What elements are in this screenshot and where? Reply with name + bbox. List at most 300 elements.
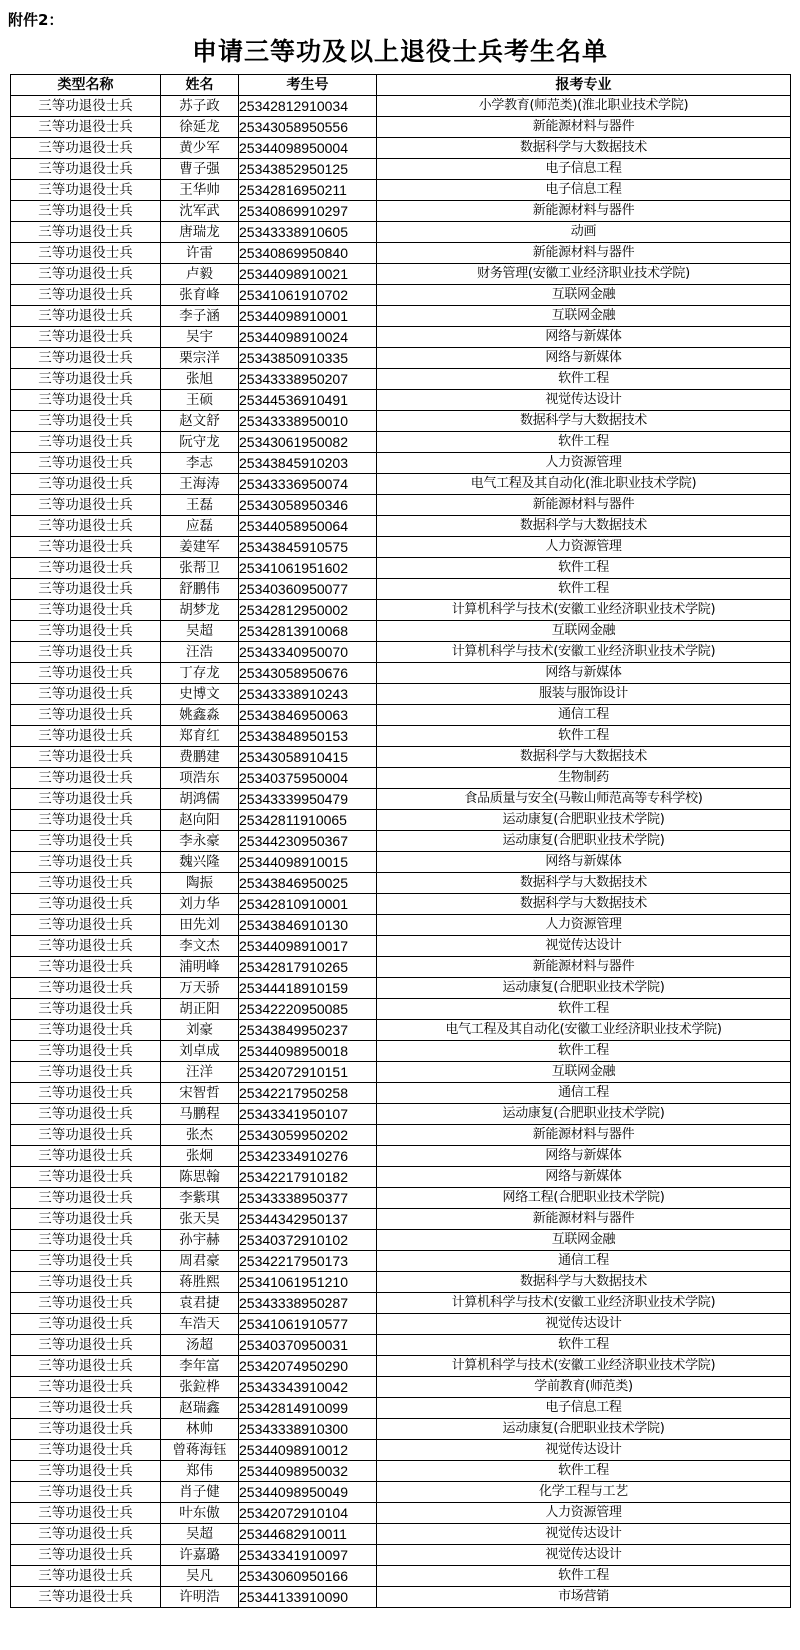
cell-name: 吴超 bbox=[161, 1524, 239, 1545]
cell-type: 三等功退役士兵 bbox=[11, 1041, 161, 1062]
cell-name: 费鹏建 bbox=[161, 747, 239, 768]
cell-name: 项浩东 bbox=[161, 768, 239, 789]
cell-name: 应磊 bbox=[161, 516, 239, 537]
cell-type: 三等功退役士兵 bbox=[11, 96, 161, 117]
cell-name: 刘豪 bbox=[161, 1020, 239, 1041]
cell-major: 互联网金融 bbox=[377, 621, 791, 642]
cell-major: 视觉传达设计 bbox=[377, 390, 791, 411]
table-row bbox=[11, 684, 791, 705]
cell-exam-id: 25343340950070 bbox=[239, 642, 377, 663]
cell-exam-id: 25343058950556 bbox=[239, 117, 377, 138]
cell-major: 运动康复(合肥职业技术学院) bbox=[377, 1419, 791, 1440]
cell-exam-id: 25344098910024 bbox=[239, 327, 377, 348]
cell-major: 软件工程 bbox=[377, 558, 791, 579]
cell-exam-id: 25341061910577 bbox=[239, 1314, 377, 1335]
cell-name: 张鉝桦 bbox=[161, 1377, 239, 1398]
cell-exam-id: 25343338950010 bbox=[239, 411, 377, 432]
cell-type: 三等功退役士兵 bbox=[11, 999, 161, 1020]
cell-name: 吴凡 bbox=[161, 1566, 239, 1587]
cell-major: 新能源材料与器件 bbox=[377, 1125, 791, 1146]
cell-type: 三等功退役士兵 bbox=[11, 1188, 161, 1209]
table-row bbox=[11, 264, 791, 285]
cell-major: 人力资源管理 bbox=[377, 537, 791, 558]
cell-exam-id: 25340869910297 bbox=[239, 201, 377, 222]
cell-major: 财务管理(安徽工业经济职业技术学院) bbox=[377, 264, 791, 285]
cell-exam-id: 25342811910065 bbox=[239, 810, 377, 831]
cell-major: 数据科学与大数据技术 bbox=[377, 411, 791, 432]
cell-exam-id: 25343336950074 bbox=[239, 474, 377, 495]
cell-exam-id: 25344098950004 bbox=[239, 138, 377, 159]
cell-major: 数据科学与大数据技术 bbox=[377, 894, 791, 915]
header-exam-id: 考生号 bbox=[239, 75, 377, 96]
cell-type: 三等功退役士兵 bbox=[11, 1272, 161, 1293]
cell-type: 三等功退役士兵 bbox=[11, 1146, 161, 1167]
cell-exam-id: 25342334910276 bbox=[239, 1146, 377, 1167]
cell-name: 胡正阳 bbox=[161, 999, 239, 1020]
cell-name: 姜建军 bbox=[161, 537, 239, 558]
cell-type: 三等功退役士兵 bbox=[11, 1335, 161, 1356]
cell-name: 张育峰 bbox=[161, 285, 239, 306]
table-row bbox=[11, 1566, 791, 1587]
cell-name: 孙宇赫 bbox=[161, 1230, 239, 1251]
table-row bbox=[11, 348, 791, 369]
table-row bbox=[11, 1503, 791, 1524]
table-row bbox=[11, 642, 791, 663]
cell-exam-id: 25343850910335 bbox=[239, 348, 377, 369]
cell-type: 三等功退役士兵 bbox=[11, 348, 161, 369]
cell-name: 卢毅 bbox=[161, 264, 239, 285]
table-row bbox=[11, 873, 791, 894]
cell-major: 电子信息工程 bbox=[377, 180, 791, 201]
cell-type: 三等功退役士兵 bbox=[11, 1251, 161, 1272]
cell-exam-id: 25343846950025 bbox=[239, 873, 377, 894]
cell-type: 三等功退役士兵 bbox=[11, 852, 161, 873]
cell-exam-id: 25343341950107 bbox=[239, 1104, 377, 1125]
cell-type: 三等功退役士兵 bbox=[11, 264, 161, 285]
cell-type: 三等功退役士兵 bbox=[11, 747, 161, 768]
cell-name: 李永豪 bbox=[161, 831, 239, 852]
table-row bbox=[11, 1230, 791, 1251]
cell-name: 赵向阳 bbox=[161, 810, 239, 831]
cell-type: 三等功退役士兵 bbox=[11, 768, 161, 789]
cell-exam-id: 25344058950064 bbox=[239, 516, 377, 537]
cell-name: 王硕 bbox=[161, 390, 239, 411]
table-row bbox=[11, 432, 791, 453]
cell-name: 许嘉璐 bbox=[161, 1545, 239, 1566]
cell-name: 郑伟 bbox=[161, 1461, 239, 1482]
cell-type: 三等功退役士兵 bbox=[11, 285, 161, 306]
cell-major: 网络与新媒体 bbox=[377, 1167, 791, 1188]
cell-exam-id: 25342220950085 bbox=[239, 999, 377, 1020]
cell-exam-id: 25344536910491 bbox=[239, 390, 377, 411]
cell-type: 三等功退役士兵 bbox=[11, 327, 161, 348]
cell-name: 刘卓成 bbox=[161, 1041, 239, 1062]
cell-exam-id: 25342072910104 bbox=[239, 1503, 377, 1524]
cell-exam-id: 25342816950211 bbox=[239, 180, 377, 201]
table-row bbox=[11, 1545, 791, 1566]
table-row bbox=[11, 1272, 791, 1293]
cell-major: 新能源材料与器件 bbox=[377, 243, 791, 264]
table-row bbox=[11, 474, 791, 495]
cell-name: 汤超 bbox=[161, 1335, 239, 1356]
cell-exam-id: 25343846950063 bbox=[239, 705, 377, 726]
cell-major: 新能源材料与器件 bbox=[377, 495, 791, 516]
table-row bbox=[11, 1398, 791, 1419]
cell-type: 三等功退役士兵 bbox=[11, 1566, 161, 1587]
table-row bbox=[11, 96, 791, 117]
cell-type: 三等功退役士兵 bbox=[11, 1125, 161, 1146]
cell-exam-id: 25343060950166 bbox=[239, 1566, 377, 1587]
cell-exam-id: 25342217910182 bbox=[239, 1167, 377, 1188]
cell-major: 数据科学与大数据技术 bbox=[377, 516, 791, 537]
cell-type: 三等功退役士兵 bbox=[11, 810, 161, 831]
cell-exam-id: 25342810910001 bbox=[239, 894, 377, 915]
cell-type: 三等功退役士兵 bbox=[11, 1398, 161, 1419]
cell-type: 三等功退役士兵 bbox=[11, 1356, 161, 1377]
cell-type: 三等功退役士兵 bbox=[11, 1545, 161, 1566]
cell-major: 电气工程及其自动化(安徽工业经济职业技术学院) bbox=[377, 1020, 791, 1041]
cell-name: 魏兴隆 bbox=[161, 852, 239, 873]
cell-major: 软件工程 bbox=[377, 999, 791, 1020]
table-row bbox=[11, 600, 791, 621]
cell-name: 曹子强 bbox=[161, 159, 239, 180]
header-name: 姓名 bbox=[161, 75, 239, 96]
cell-name: 李子涵 bbox=[161, 306, 239, 327]
table-row bbox=[11, 285, 791, 306]
cell-exam-id: 25344133910090 bbox=[239, 1587, 377, 1608]
cell-major: 运动康复(合肥职业技术学院) bbox=[377, 810, 791, 831]
cell-major: 通信工程 bbox=[377, 1251, 791, 1272]
cell-exam-id: 25340360950077 bbox=[239, 579, 377, 600]
table-row bbox=[11, 1293, 791, 1314]
cell-name: 张炯 bbox=[161, 1146, 239, 1167]
cell-major: 互联网金融 bbox=[377, 1230, 791, 1251]
cell-major: 小学教育(师范类)(淮北职业技术学院) bbox=[377, 96, 791, 117]
cell-type: 三等功退役士兵 bbox=[11, 663, 161, 684]
table-row bbox=[11, 768, 791, 789]
cell-major: 计算机科学与技术(安徽工业经济职业技术学院) bbox=[377, 642, 791, 663]
cell-name: 万天骄 bbox=[161, 978, 239, 999]
cell-major: 市场营销 bbox=[377, 1587, 791, 1608]
cell-exam-id: 25344098910021 bbox=[239, 264, 377, 285]
cell-major: 数据科学与大数据技术 bbox=[377, 747, 791, 768]
table-row bbox=[11, 390, 791, 411]
cell-name: 阮守龙 bbox=[161, 432, 239, 453]
cell-exam-id: 25343059950202 bbox=[239, 1125, 377, 1146]
cell-exam-id: 25342812910034 bbox=[239, 96, 377, 117]
cell-major: 互联网金融 bbox=[377, 1062, 791, 1083]
cell-type: 三等功退役士兵 bbox=[11, 558, 161, 579]
cell-major: 网络工程(合肥职业技术学院) bbox=[377, 1188, 791, 1209]
cell-name: 史博文 bbox=[161, 684, 239, 705]
cell-name: 林帅 bbox=[161, 1419, 239, 1440]
cell-name: 曾蒋海钰 bbox=[161, 1440, 239, 1461]
table-row bbox=[11, 1041, 791, 1062]
cell-exam-id: 25340869950840 bbox=[239, 243, 377, 264]
cell-name: 王华帅 bbox=[161, 180, 239, 201]
table-row bbox=[11, 747, 791, 768]
cell-type: 三等功退役士兵 bbox=[11, 831, 161, 852]
cell-name: 姚鑫淼 bbox=[161, 705, 239, 726]
cell-exam-id: 25342812950002 bbox=[239, 600, 377, 621]
table-row bbox=[11, 1167, 791, 1188]
cell-exam-id: 25344098950049 bbox=[239, 1482, 377, 1503]
cell-exam-id: 25344098910017 bbox=[239, 936, 377, 957]
cell-major: 人力资源管理 bbox=[377, 1503, 791, 1524]
cell-type: 三等功退役士兵 bbox=[11, 1293, 161, 1314]
cell-exam-id: 25344098950032 bbox=[239, 1461, 377, 1482]
table-row bbox=[11, 1083, 791, 1104]
table-row bbox=[11, 810, 791, 831]
table-row bbox=[11, 1146, 791, 1167]
cell-exam-id: 25343845910575 bbox=[239, 537, 377, 558]
table-row bbox=[11, 957, 791, 978]
table-row bbox=[11, 936, 791, 957]
table-row bbox=[11, 1188, 791, 1209]
cell-exam-id: 25343341910097 bbox=[239, 1545, 377, 1566]
cell-type: 三等功退役士兵 bbox=[11, 1230, 161, 1251]
cell-name: 浦明峰 bbox=[161, 957, 239, 978]
table-row bbox=[11, 999, 791, 1020]
table-row bbox=[11, 222, 791, 243]
table-row bbox=[11, 1125, 791, 1146]
cell-major: 通信工程 bbox=[377, 1083, 791, 1104]
cell-exam-id: 25340372910102 bbox=[239, 1230, 377, 1251]
cell-type: 三等功退役士兵 bbox=[11, 453, 161, 474]
cell-name: 张旭 bbox=[161, 369, 239, 390]
cell-type: 三等功退役士兵 bbox=[11, 369, 161, 390]
cell-exam-id: 25344682910011 bbox=[239, 1524, 377, 1545]
cell-type: 三等功退役士兵 bbox=[11, 1461, 161, 1482]
header-row bbox=[11, 75, 791, 96]
cell-type: 三等功退役士兵 bbox=[11, 390, 161, 411]
cell-exam-id: 25340375950004 bbox=[239, 768, 377, 789]
cell-exam-id: 25344342950137 bbox=[239, 1209, 377, 1230]
cell-exam-id: 25344418910159 bbox=[239, 978, 377, 999]
cell-type: 三等功退役士兵 bbox=[11, 1062, 161, 1083]
table-row bbox=[11, 117, 791, 138]
header-type: 类型名称 bbox=[11, 75, 161, 96]
cell-exam-id: 25343058910415 bbox=[239, 747, 377, 768]
cell-name: 叶东傲 bbox=[161, 1503, 239, 1524]
cell-type: 三等功退役士兵 bbox=[11, 789, 161, 810]
cell-type: 三等功退役士兵 bbox=[11, 222, 161, 243]
table-row bbox=[11, 369, 791, 390]
cell-major: 视觉传达设计 bbox=[377, 1545, 791, 1566]
cell-name: 陶振 bbox=[161, 873, 239, 894]
cell-name: 汪浩 bbox=[161, 642, 239, 663]
cell-name: 赵文舒 bbox=[161, 411, 239, 432]
cell-exam-id: 25344230950367 bbox=[239, 831, 377, 852]
cell-type: 三等功退役士兵 bbox=[11, 705, 161, 726]
cell-major: 网络与新媒体 bbox=[377, 663, 791, 684]
cell-type: 三等功退役士兵 bbox=[11, 1419, 161, 1440]
table-row bbox=[11, 327, 791, 348]
cell-type: 三等功退役士兵 bbox=[11, 684, 161, 705]
cell-type: 三等功退役士兵 bbox=[11, 978, 161, 999]
cell-name: 唐瑞龙 bbox=[161, 222, 239, 243]
table-row bbox=[11, 1104, 791, 1125]
table-row bbox=[11, 1251, 791, 1272]
table-row bbox=[11, 978, 791, 999]
cell-major: 互联网金融 bbox=[377, 306, 791, 327]
table-row bbox=[11, 306, 791, 327]
cell-major: 计算机科学与技术(安徽工业经济职业技术学院) bbox=[377, 600, 791, 621]
cell-name: 胡梦龙 bbox=[161, 600, 239, 621]
cell-name: 徐延龙 bbox=[161, 117, 239, 138]
cell-name: 李文杰 bbox=[161, 936, 239, 957]
table-row bbox=[11, 1356, 791, 1377]
cell-major: 新能源材料与器件 bbox=[377, 957, 791, 978]
cell-major: 运动康复(合肥职业技术学院) bbox=[377, 1104, 791, 1125]
cell-major: 运动康复(合肥职业技术学院) bbox=[377, 978, 791, 999]
cell-exam-id: 25343338950377 bbox=[239, 1188, 377, 1209]
table-row bbox=[11, 705, 791, 726]
table-body bbox=[11, 96, 791, 1608]
cell-name: 袁君捷 bbox=[161, 1293, 239, 1314]
cell-type: 三等功退役士兵 bbox=[11, 243, 161, 264]
table-row bbox=[11, 663, 791, 684]
cell-major: 网络与新媒体 bbox=[377, 327, 791, 348]
table-row bbox=[11, 621, 791, 642]
cell-type: 三等功退役士兵 bbox=[11, 138, 161, 159]
cell-name: 许明浩 bbox=[161, 1587, 239, 1608]
cell-exam-id: 25344098950018 bbox=[239, 1041, 377, 1062]
table-row bbox=[11, 453, 791, 474]
table-row bbox=[11, 1377, 791, 1398]
cell-name: 汪洋 bbox=[161, 1062, 239, 1083]
cell-major: 化学工程与工艺 bbox=[377, 1482, 791, 1503]
cell-exam-id: 25344098910012 bbox=[239, 1440, 377, 1461]
cell-type: 三等功退役士兵 bbox=[11, 516, 161, 537]
cell-exam-id: 25343852950125 bbox=[239, 159, 377, 180]
cell-major: 软件工程 bbox=[377, 1461, 791, 1482]
cell-exam-id: 25342814910099 bbox=[239, 1398, 377, 1419]
cell-major: 人力资源管理 bbox=[377, 453, 791, 474]
cell-type: 三等功退役士兵 bbox=[11, 1440, 161, 1461]
cell-name: 张天昊 bbox=[161, 1209, 239, 1230]
cell-exam-id: 25340370950031 bbox=[239, 1335, 377, 1356]
cell-name: 蒋胜熙 bbox=[161, 1272, 239, 1293]
cell-name: 吴超 bbox=[161, 621, 239, 642]
cell-type: 三等功退役士兵 bbox=[11, 957, 161, 978]
cell-name: 李紫琪 bbox=[161, 1188, 239, 1209]
cell-name: 田先刘 bbox=[161, 915, 239, 936]
cell-exam-id: 25343338950207 bbox=[239, 369, 377, 390]
cell-exam-id: 25344098910001 bbox=[239, 306, 377, 327]
cell-major: 动画 bbox=[377, 222, 791, 243]
cell-major: 数据科学与大数据技术 bbox=[377, 873, 791, 894]
table-row bbox=[11, 243, 791, 264]
cell-type: 三等功退役士兵 bbox=[11, 411, 161, 432]
table-row bbox=[11, 495, 791, 516]
cell-major: 通信工程 bbox=[377, 705, 791, 726]
table-row bbox=[11, 1461, 791, 1482]
cell-major: 网络与新媒体 bbox=[377, 1146, 791, 1167]
cell-type: 三等功退役士兵 bbox=[11, 936, 161, 957]
cell-name: 胡鸿儒 bbox=[161, 789, 239, 810]
cell-major: 计算机科学与技术(安徽工业经济职业技术学院) bbox=[377, 1293, 791, 1314]
cell-exam-id: 25342072910151 bbox=[239, 1062, 377, 1083]
table-row bbox=[11, 1314, 791, 1335]
cell-type: 三等功退役士兵 bbox=[11, 432, 161, 453]
cell-type: 三等功退役士兵 bbox=[11, 642, 161, 663]
table-row bbox=[11, 726, 791, 747]
cell-major: 软件工程 bbox=[377, 1335, 791, 1356]
cell-exam-id: 25344098910015 bbox=[239, 852, 377, 873]
cell-major: 新能源材料与器件 bbox=[377, 117, 791, 138]
cell-major: 网络与新媒体 bbox=[377, 852, 791, 873]
cell-major: 软件工程 bbox=[377, 579, 791, 600]
candidate-table bbox=[10, 74, 791, 1608]
cell-major: 软件工程 bbox=[377, 1041, 791, 1062]
cell-exam-id: 25343846910130 bbox=[239, 915, 377, 936]
table-row bbox=[11, 1440, 791, 1461]
cell-major: 生物制药 bbox=[377, 768, 791, 789]
table-row bbox=[11, 558, 791, 579]
cell-exam-id: 25342074950290 bbox=[239, 1356, 377, 1377]
cell-major: 软件工程 bbox=[377, 369, 791, 390]
cell-major: 视觉传达设计 bbox=[377, 1524, 791, 1545]
cell-type: 三等功退役士兵 bbox=[11, 1314, 161, 1335]
cell-major: 视觉传达设计 bbox=[377, 1314, 791, 1335]
table-row bbox=[11, 1209, 791, 1230]
cell-type: 三等功退役士兵 bbox=[11, 1209, 161, 1230]
cell-exam-id: 25343058950346 bbox=[239, 495, 377, 516]
table-row bbox=[11, 180, 791, 201]
cell-type: 三等功退役士兵 bbox=[11, 1482, 161, 1503]
cell-name: 马鹏程 bbox=[161, 1104, 239, 1125]
cell-type: 三等功退役士兵 bbox=[11, 894, 161, 915]
cell-type: 三等功退役士兵 bbox=[11, 1377, 161, 1398]
cell-major: 视觉传达设计 bbox=[377, 1440, 791, 1461]
cell-major: 新能源材料与器件 bbox=[377, 1209, 791, 1230]
cell-type: 三等功退役士兵 bbox=[11, 1104, 161, 1125]
cell-name: 黄少军 bbox=[161, 138, 239, 159]
cell-major: 数据科学与大数据技术 bbox=[377, 1272, 791, 1293]
cell-type: 三等功退役士兵 bbox=[11, 726, 161, 747]
cell-name: 吴宇 bbox=[161, 327, 239, 348]
cell-major: 数据科学与大数据技术 bbox=[377, 138, 791, 159]
table-row bbox=[11, 1020, 791, 1041]
cell-type: 三等功退役士兵 bbox=[11, 873, 161, 894]
cell-exam-id: 25342217950258 bbox=[239, 1083, 377, 1104]
cell-exam-id: 25342813910068 bbox=[239, 621, 377, 642]
table-row bbox=[11, 159, 791, 180]
cell-type: 三等功退役士兵 bbox=[11, 1083, 161, 1104]
cell-name: 赵瑞鑫 bbox=[161, 1398, 239, 1419]
cell-name: 许雷 bbox=[161, 243, 239, 264]
cell-type: 三等功退役士兵 bbox=[11, 600, 161, 621]
cell-type: 三等功退役士兵 bbox=[11, 1587, 161, 1608]
cell-major: 人力资源管理 bbox=[377, 915, 791, 936]
cell-name: 周君豪 bbox=[161, 1251, 239, 1272]
cell-name: 苏子政 bbox=[161, 96, 239, 117]
attachment-label: 附件2： bbox=[8, 11, 64, 29]
cell-major: 电气工程及其自动化(淮北职业技术学院) bbox=[377, 474, 791, 495]
cell-major: 食品质量与安全(马鞍山师范高等专科学校) bbox=[377, 789, 791, 810]
cell-major: 新能源材料与器件 bbox=[377, 201, 791, 222]
cell-type: 三等功退役士兵 bbox=[11, 915, 161, 936]
cell-type: 三等功退役士兵 bbox=[11, 474, 161, 495]
table-row bbox=[11, 537, 791, 558]
cell-major: 计算机科学与技术(安徽工业经济职业技术学院) bbox=[377, 1356, 791, 1377]
cell-type: 三等功退役士兵 bbox=[11, 537, 161, 558]
cell-type: 三等功退役士兵 bbox=[11, 306, 161, 327]
cell-exam-id: 25343848950153 bbox=[239, 726, 377, 747]
cell-name: 李志 bbox=[161, 453, 239, 474]
document-title: 申请三等功及以上退役士兵考生名单 bbox=[191, 37, 608, 66]
